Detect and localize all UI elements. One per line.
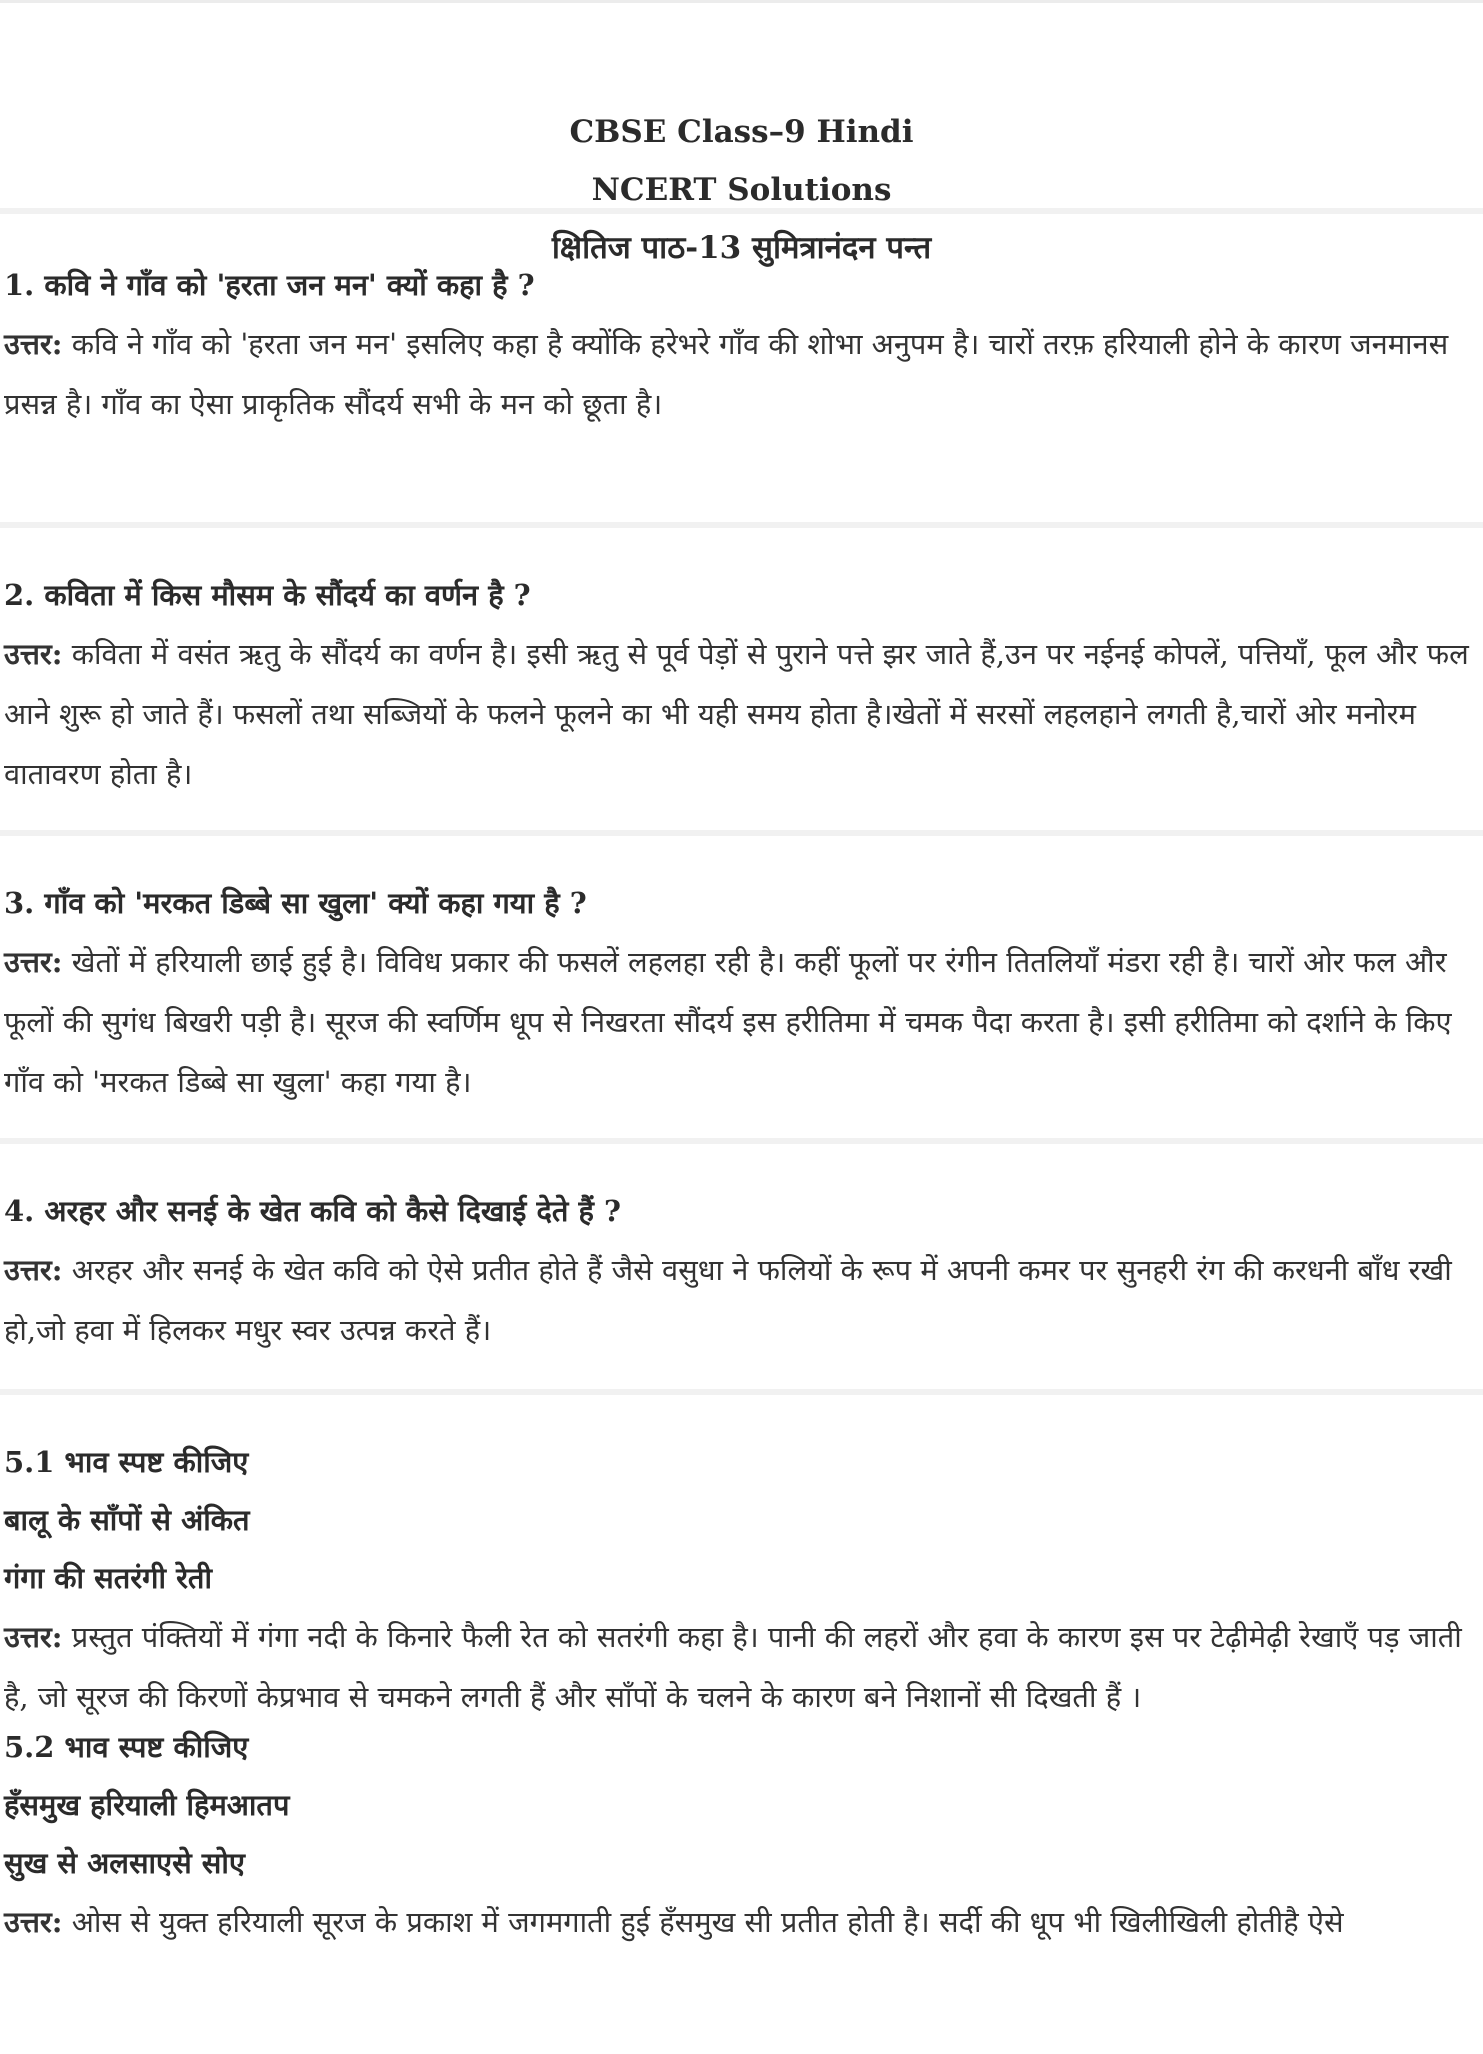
qa-section-3 xyxy=(0,836,1483,1138)
answer-label: उत्तर: xyxy=(4,327,63,361)
qa-section-2 xyxy=(0,528,1483,830)
answer-2 xyxy=(4,624,1483,804)
answer-text: कविता में वसंत ऋतु के सौंदर्य का वर्णन है। इसी ऋतु से पूर्व पेड़ों से पुराने पत्ते झर जाते हैं,उन पर नईनई कोपलें, पत्तियाँ, फूल और फल आने शुरू हो जाते हैं। फसलों तथा सब्जियों के फलने फूलने का भी यही समय होता है।खेतों में सरसों लहलहाने लगती है,चारों ओर मनोरम वातावरण होता है। xyxy=(4,637,1469,791)
question-3: 3. गाँव को 'मरकत डिब्बे सा खुला' क्यों कहा गया है ? xyxy=(4,886,587,920)
qa-section-4 xyxy=(0,1144,1483,1389)
document-header xyxy=(0,3,1483,266)
question-5-1: 5.1 भाव स्पष्ट कीजिए xyxy=(4,1445,249,1479)
verse-line: हँसमुख हरियाली हिमआतप xyxy=(4,1788,290,1822)
answer-text: अरहर और सनई के खेत कवि को ऐसे प्रतीत होते हैं जैसे वसुधा ने फलियों के रूप में अपनी कमर पर सुनहरी रंग की करधनी बाँध रखी हो,जो हवा में हिलकर मधुर स्वर उत्पन्न करते हैं। xyxy=(4,1253,1452,1347)
question-2: 2. कविता में किस मौसम के सौंदर्य का वर्णन है ? xyxy=(4,578,531,612)
header-title: CBSE Class–9 Hindi xyxy=(569,114,914,150)
answer-5-1 xyxy=(4,1607,1483,1727)
answer-text: कवि ने गाँव को 'हरता जन मन' इसलिए कहा है क्योंकि हरेभरे गाँव की शोभा अनुपम है। चारों तरफ़ हरियाली होने के कारण जनमानस प्रसन्न है। गाँव का ऐसा प्राकृतिक सौंदर्य सभी के मन को छूता है। xyxy=(4,327,1449,421)
answer-5-2 xyxy=(4,1892,1483,1952)
answer-label: उत्तर: xyxy=(4,945,63,979)
answer-3 xyxy=(4,932,1483,1112)
answer-1 xyxy=(4,314,1483,434)
verse-line: सुख से अलसाएसे सोए xyxy=(4,1846,245,1880)
verse-line: गंगा की सतरंगी रेती xyxy=(4,1561,212,1595)
header-chapter: क्षितिज पाठ-13 सुमित्रानंदन पन्त xyxy=(551,230,932,266)
qa-section-5-2 xyxy=(0,1710,1483,1970)
question-4: 4. अरहर और सनई के खेत कवि को कैसे दिखाई देते हैं ? xyxy=(4,1194,621,1228)
answer-label: उत्तर: xyxy=(4,1905,63,1939)
verse-line: बालू के साँपों से अंकित xyxy=(4,1503,250,1537)
answer-label: उत्तर: xyxy=(4,1620,63,1654)
answer-text: ओस से युक्त हरियाली सूरज के प्रकाश में जगमगाती हुई हँसमुख सी प्रतीत होती है। सर्दी की धूप भी खिलीखिली होतीहै ऐसे xyxy=(71,1905,1344,1939)
header-subtitle: NCERT Solutions xyxy=(591,172,892,208)
question-1: 1. कवि ने गाँव को 'हरता जन मन' क्यों कहा है ? xyxy=(4,268,535,302)
answer-4 xyxy=(4,1240,1483,1360)
answer-text: खेतों में हरियाली छाई हुई है। विविध प्रकार की फसलें लहलहा रही है। कहीं फूलों पर रंगीन तितलियाँ मंडरा रही है। चारों ओर फल और फूलों की सुगंध बिखरी पड़ी है। सूरज की स्वर्णिम धूप से निखरता सौंदर्य इस हरीतिमा में चमक पैदा करता है। इसी हरीतिमा को दर्शाने के किए गाँव को 'मरकत डिब्बे सा खुला' कहा गया है। xyxy=(4,945,1452,1099)
qa-section-5-1 xyxy=(0,1395,1483,1714)
question-5-2: 5.2 भाव स्पष्ट कीजिए xyxy=(4,1730,249,1764)
answer-label: उत्तर: xyxy=(4,1253,63,1287)
answer-text: प्रस्तुत पंक्तियों में गंगा नदी के किनारे फैली रेत को सतरंगी कहा है। पानी की लहरों और हवा के कारण इस पर टेढ़ीमेढ़ी रेखाएँ पड़ जाती है, जो सूरज की किरणों केप्रभाव से चमकने लगती हैं और साँपों के चलने के कारण बने निशानों सी दिखती हैं । xyxy=(4,1620,1462,1714)
answer-label: उत्तर: xyxy=(4,637,63,671)
